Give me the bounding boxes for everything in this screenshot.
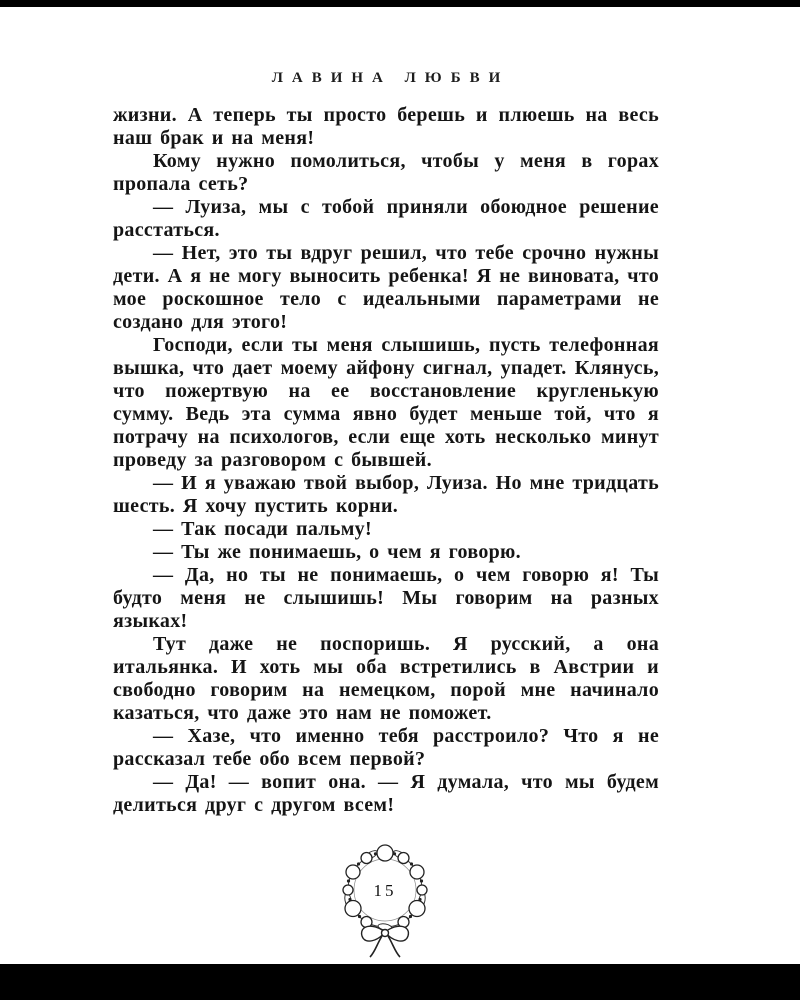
body-text	[113, 104, 659, 844]
top-letterbox-bar	[0, 0, 800, 7]
paragraph: — Луиза, мы с тобой приняли обоюдное решение расстаться.	[113, 196, 659, 241]
paragraph: Господи, если ты меня слышишь, пусть телефонная вышка, что дает моему айфону сигнал, упадет. Клянусь, что пожертвую на ее восстановление кругленькую сумму. Ведь эта сумма явно будет меньше той, что я потрачу на психологов, если еще хоть несколько минут проведу за разговором с бывшей.	[113, 334, 659, 471]
paragraph: Кому нужно помолиться, чтобы у меня в горах пропала сеть?	[113, 150, 659, 195]
paragraph: — Да, но ты не понимаешь, о чем говорю я! Ты будто меня не слышишь! Мы говорим на разных языках!	[113, 564, 659, 632]
bottom-letterbox-bar	[0, 964, 800, 1000]
paragraph: — Ты же понимаешь, о чем я говорю.	[153, 541, 521, 563]
running-header-title: ЛАВИНА ЛЮБВИ	[271, 70, 510, 86]
wreath-bow	[362, 926, 409, 957]
page-number: 15	[373, 881, 397, 900]
paragraph: жизни. А теперь ты просто берешь и плюешь на весь наш брак и на меня!	[113, 104, 659, 149]
paragraph: — Да! — вопит она. — Я думала, что мы будем делиться друг с другом всем!	[113, 771, 659, 816]
paragraph: — Хазе, что именно тебя расстроило? Что я не рассказал тебе обо всем первой?	[113, 725, 659, 770]
paragraph: Тут даже не поспоришь. Я русский, а она итальянка. И хоть мы оба встретились в Австрии и свободно говорим на немецком, порой мне начинало казаться, что даже это нам не поможет.	[113, 633, 659, 724]
paragraph: — И я уважаю твой выбор, Луиза. Но мне тридцать шесть. Я хочу пустить корни.	[113, 472, 659, 517]
paragraph: — Нет, это ты вдруг решил, что тебе срочно нужны дети. А я не могу выносить ребенка! Я не виновата, что мое роскошное тело с идеальными параметрами не создано для этого!	[113, 242, 659, 333]
paragraph: — Так посади пальму!	[153, 518, 372, 540]
wreath-ornament	[312, 840, 458, 965]
